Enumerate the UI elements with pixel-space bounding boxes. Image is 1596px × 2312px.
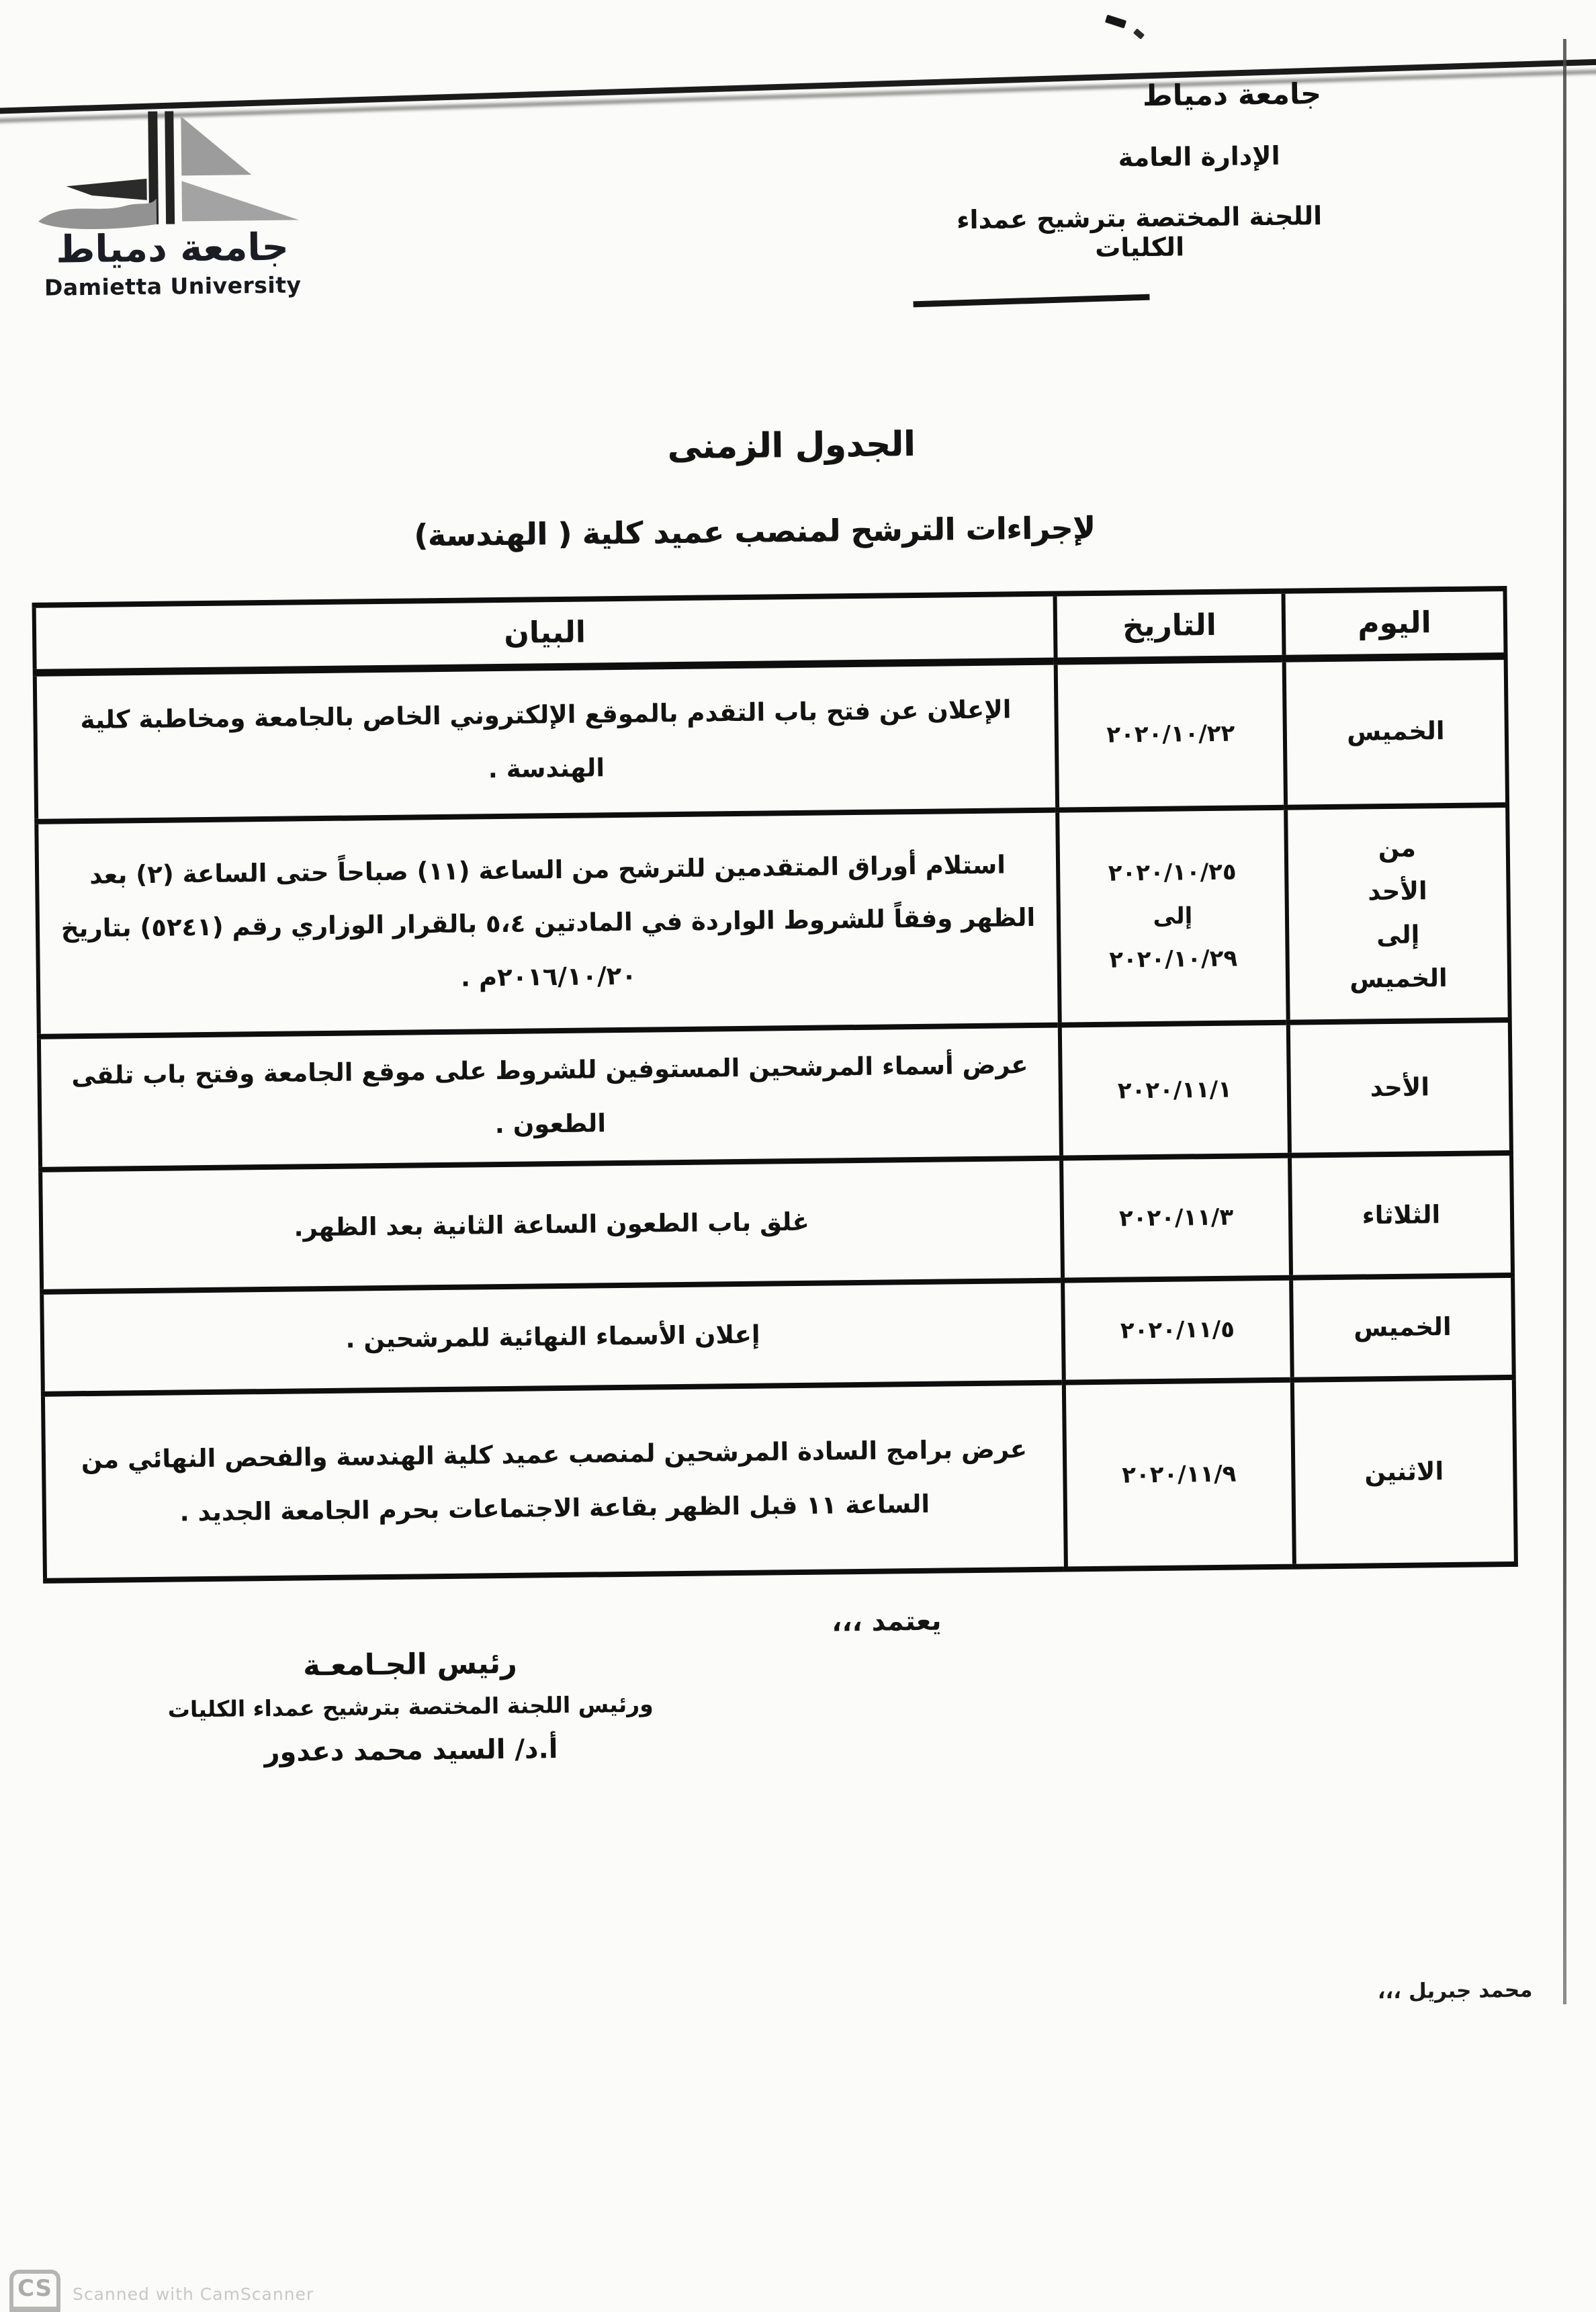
cell-day: الأحد [1288,1020,1511,1156]
cell-statement: الإعلان عن فتح باب التقدم بالموقع الإلكتروني الخاص بالجامعة ومخاطبة كلية الهندسة . [35,661,1057,822]
table-row [43,1377,1516,1581]
camscanner-icon-strip [13,2307,56,2312]
cell-statement: عرض برامج السادة المرشحين لمنصب عميد كلية الهندسة والفحص النهائي من الساعة ١١ قبل الظهر بقاعة الاجتماعات بحرم الجامعة الجديد . [43,1383,1066,1581]
approval-label: يعتمد ،،، [831,1605,942,1638]
university-logo [26,96,317,301]
document-subtitle: لإجراءات الترشح لمنصب عميد كلية ( الهندسة) [413,509,1096,554]
cell-day: الاثنين [1292,1377,1516,1567]
camscanner-icon [9,2270,60,2312]
cell-day: الخميس [1291,1275,1514,1380]
cell-day: الثلاثاء [1290,1153,1513,1278]
letterhead-underline [913,294,1149,308]
table-row [36,805,1509,1037]
cell-statement: إعلان الأسماء النهائية للمرشحين . [42,1281,1064,1394]
sailboat-logo-icon [26,96,316,234]
logo-english-name: Damietta University [44,271,302,301]
camscanner-icon-letters: CS [17,2275,53,2302]
document-title: الجدول الزمنى [667,424,916,468]
cell-statement: استلام أوراق المتقدمين للترشح من الساعة (١١) صباحاً حتى الساعة (٢) بعد الظهر وفقاً للشروط الواردة في المادتين ٥،٤ بالقرار الوزاري رقم (٥٢٤١) بتاريخ ٢٠١٦/١٠/٢٠م . [36,810,1060,1037]
cell-date: ٢٠٢٠/١١/٥ [1063,1278,1292,1383]
cell-day: الخميس [1284,656,1507,808]
cell-day: من الأحد إلى الخميس [1286,805,1510,1023]
header-date: التاريخ [1055,591,1284,661]
signer-role-committee-head: ورئيس اللجنة المختصة بترشيح عمداء الكليات [167,1690,654,1723]
cell-statement: غلق باب الطعون الساعة الثانية بعد الظهر. [40,1158,1063,1292]
camscanner-watermark-text: Scanned with CamScanner [73,2284,314,2304]
letterhead-committee-name: اللجنة المختصة بترشيح عمداء الكليات [956,201,1323,263]
cell-date: ٢٠٢٠/١٠/٢٥ إلى ٢٠٢٠/١٠/٢٩ [1057,808,1288,1025]
cell-date: ٢٠٢٠/١١/٣ [1061,1156,1291,1281]
header-statement: البيان [34,594,1056,673]
letterhead-general-administration: الإدارة العامة [1118,140,1280,173]
table-row [35,656,1507,822]
schedule-table [32,586,1518,1584]
cell-date: ٢٠٢٠/١١/١ [1060,1023,1290,1158]
signer-role-university-president: رئيس الجـامعـة [302,1646,518,1683]
letterhead-university-name: جامعة دمياط [1142,77,1322,114]
handwritten-note: محمد جبريل ،،، [1377,1977,1533,2004]
logo-arabic-name: جامعة دمياط [55,225,290,272]
table-row [40,1153,1513,1292]
cell-date: ٢٠٢٠/١٠/٢٢ [1056,658,1286,810]
header-day: اليوم [1283,589,1505,658]
cell-date: ٢٠٢٠/١١/٩ [1064,1380,1294,1570]
table-row [39,1020,1511,1170]
cell-statement: عرض أسماء المرشحين المستوفين للشروط على موقع الجامعة وفتح باب تلقى الطعون . [39,1025,1061,1170]
table-row [42,1275,1514,1394]
signer-name: أ.د/ السيد محمد دعدور [264,1733,558,1768]
